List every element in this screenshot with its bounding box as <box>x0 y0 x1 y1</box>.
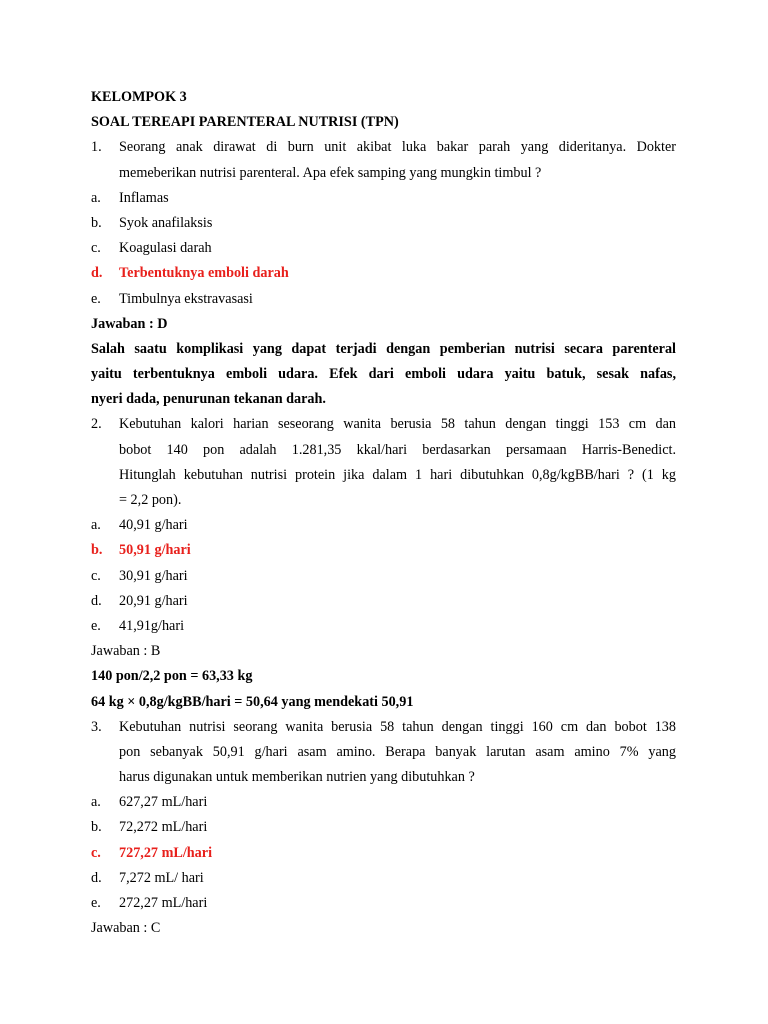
question-3-line-1 <box>91 715 676 740</box>
option-letter: e. <box>91 895 101 911</box>
question-text: pon sebanyak 50,91 g/hari asam amino. Berapa banyak larutan asam amino 7% yang <box>119 743 676 760</box>
question-2-line-3 <box>91 463 676 488</box>
q3-option-e <box>91 891 676 916</box>
q1-option-e <box>91 287 676 312</box>
option-text: Syok anafilaksis <box>119 214 213 231</box>
option-text: 50,91 g/hari <box>119 542 191 559</box>
q1-explanation-line-3: nyeri dada, penurunan tekanan darah. <box>91 391 326 408</box>
option-text: 40,91 g/hari <box>119 517 188 534</box>
q2-option-a <box>91 513 676 538</box>
option-text: 7,272 mL/ hari <box>119 869 204 886</box>
option-letter: d. <box>91 592 102 609</box>
q1-answer: Jawaban : D <box>91 315 168 332</box>
question-number: 2. <box>91 416 102 433</box>
question-2-line-4: = 2,2 pon). <box>119 492 182 508</box>
q1-option-d-correct <box>91 261 676 286</box>
q2-explanation-line-2: 64 kg × 0,8g/kgBB/hari = 50,64 yang mendekati 50,91 <box>91 693 414 710</box>
q1-option-a <box>91 186 676 211</box>
option-letter: a. <box>91 517 101 534</box>
q3-option-b <box>91 815 676 840</box>
option-letter: e. <box>91 617 101 634</box>
option-text: 41,91g/hari <box>119 617 185 634</box>
q1-option-c <box>91 236 676 261</box>
option-text: 72,272 mL/hari <box>119 819 208 836</box>
option-letter: b. <box>91 819 102 836</box>
q1-option-b <box>91 211 676 236</box>
option-text: Terbentuknya emboli darah <box>119 265 289 282</box>
question-3-line-2 <box>91 740 676 765</box>
option-letter: c. <box>91 240 101 257</box>
option-text: Timbulnya ekstravasasi <box>119 290 253 307</box>
question-2-line-1 <box>91 412 676 437</box>
document-title: SOAL TEREAPI PARENTERAL NUTRISI (TPN) <box>91 114 399 131</box>
option-letter: c. <box>91 567 101 584</box>
question-text: Kebutuhan kalori harian seseorang wanita berusia 58 tahun dengan tinggi 153 cm dan <box>119 416 676 433</box>
q2-option-d <box>91 589 676 614</box>
q1-explanation-line-2: yaitu terbentuknya emboli udara. Efek dari emboli udara yaitu batuk, sesak nafas, <box>91 366 676 383</box>
option-letter: b. <box>91 542 103 559</box>
question-1-line-1 <box>91 135 676 160</box>
q3-answer: Jawaban : C <box>91 920 161 937</box>
question-number: 1. <box>91 139 102 156</box>
option-text: 727,27 mL/hari <box>119 844 213 861</box>
option-text: 30,91 g/hari <box>119 567 188 584</box>
question-3-line-3: harus digunakan untuk memberikan nutrien yang dibutuhkan ? <box>119 769 475 786</box>
q2-option-e <box>91 614 676 639</box>
option-text: 627,27 mL/hari <box>119 794 208 811</box>
q3-option-a <box>91 790 676 815</box>
option-letter: b. <box>91 214 102 231</box>
option-text: Koagulasi darah <box>119 240 212 257</box>
option-text: 20,91 g/hari <box>119 592 188 609</box>
option-letter: a. <box>91 189 101 206</box>
q3-option-d <box>91 866 676 891</box>
q2-explanation-line-1: 140 pon/2,2 pon = 63,33 kg <box>91 668 253 685</box>
q1-explanation-line-1: Salah saatu komplikasi yang dapat terjadi dengan pemberian nutrisi secara parenteral <box>91 340 676 357</box>
question-text: Seorang anak dirawat di burn unit akibat luka bakar parah yang dideritanya. Dokter <box>119 139 676 156</box>
option-letter: d. <box>91 265 103 282</box>
question-text: bobot 140 pon adalah 1.281,35 kkal/hari berdasarkan persamaan Harris-Benedict. <box>119 441 676 458</box>
option-letter: d. <box>91 869 102 886</box>
option-letter: a. <box>91 794 101 811</box>
question-1-line-2: memeberikan nutrisi parenteral. Apa efek samping yang mungkin timbul ? <box>119 164 542 181</box>
q2-option-b-correct <box>91 538 676 563</box>
option-letter: e. <box>91 290 101 307</box>
option-text: 272,27 mL/hari <box>119 895 208 911</box>
q2-answer: Jawaban : B <box>91 643 161 660</box>
question-text: Kebutuhan nutrisi seorang wanita berusia 58 tahun dengan tinggi 160 cm dan bobot 138 <box>119 718 676 735</box>
q3-option-c-correct <box>91 841 676 866</box>
question-text: Hitunglah kebutuhan nutrisi protein jika dalam 1 hari dibutuhkan 0,8g/kgBB/hari ? (1 kg <box>119 466 676 483</box>
question-2-line-2 <box>91 438 676 463</box>
option-text: Inflamas <box>119 189 169 206</box>
option-letter: c. <box>91 844 101 861</box>
document-content <box>91 85 676 941</box>
question-number: 3. <box>91 718 102 735</box>
group-heading: KELOMPOK 3 <box>91 89 187 105</box>
q2-option-c <box>91 564 676 589</box>
